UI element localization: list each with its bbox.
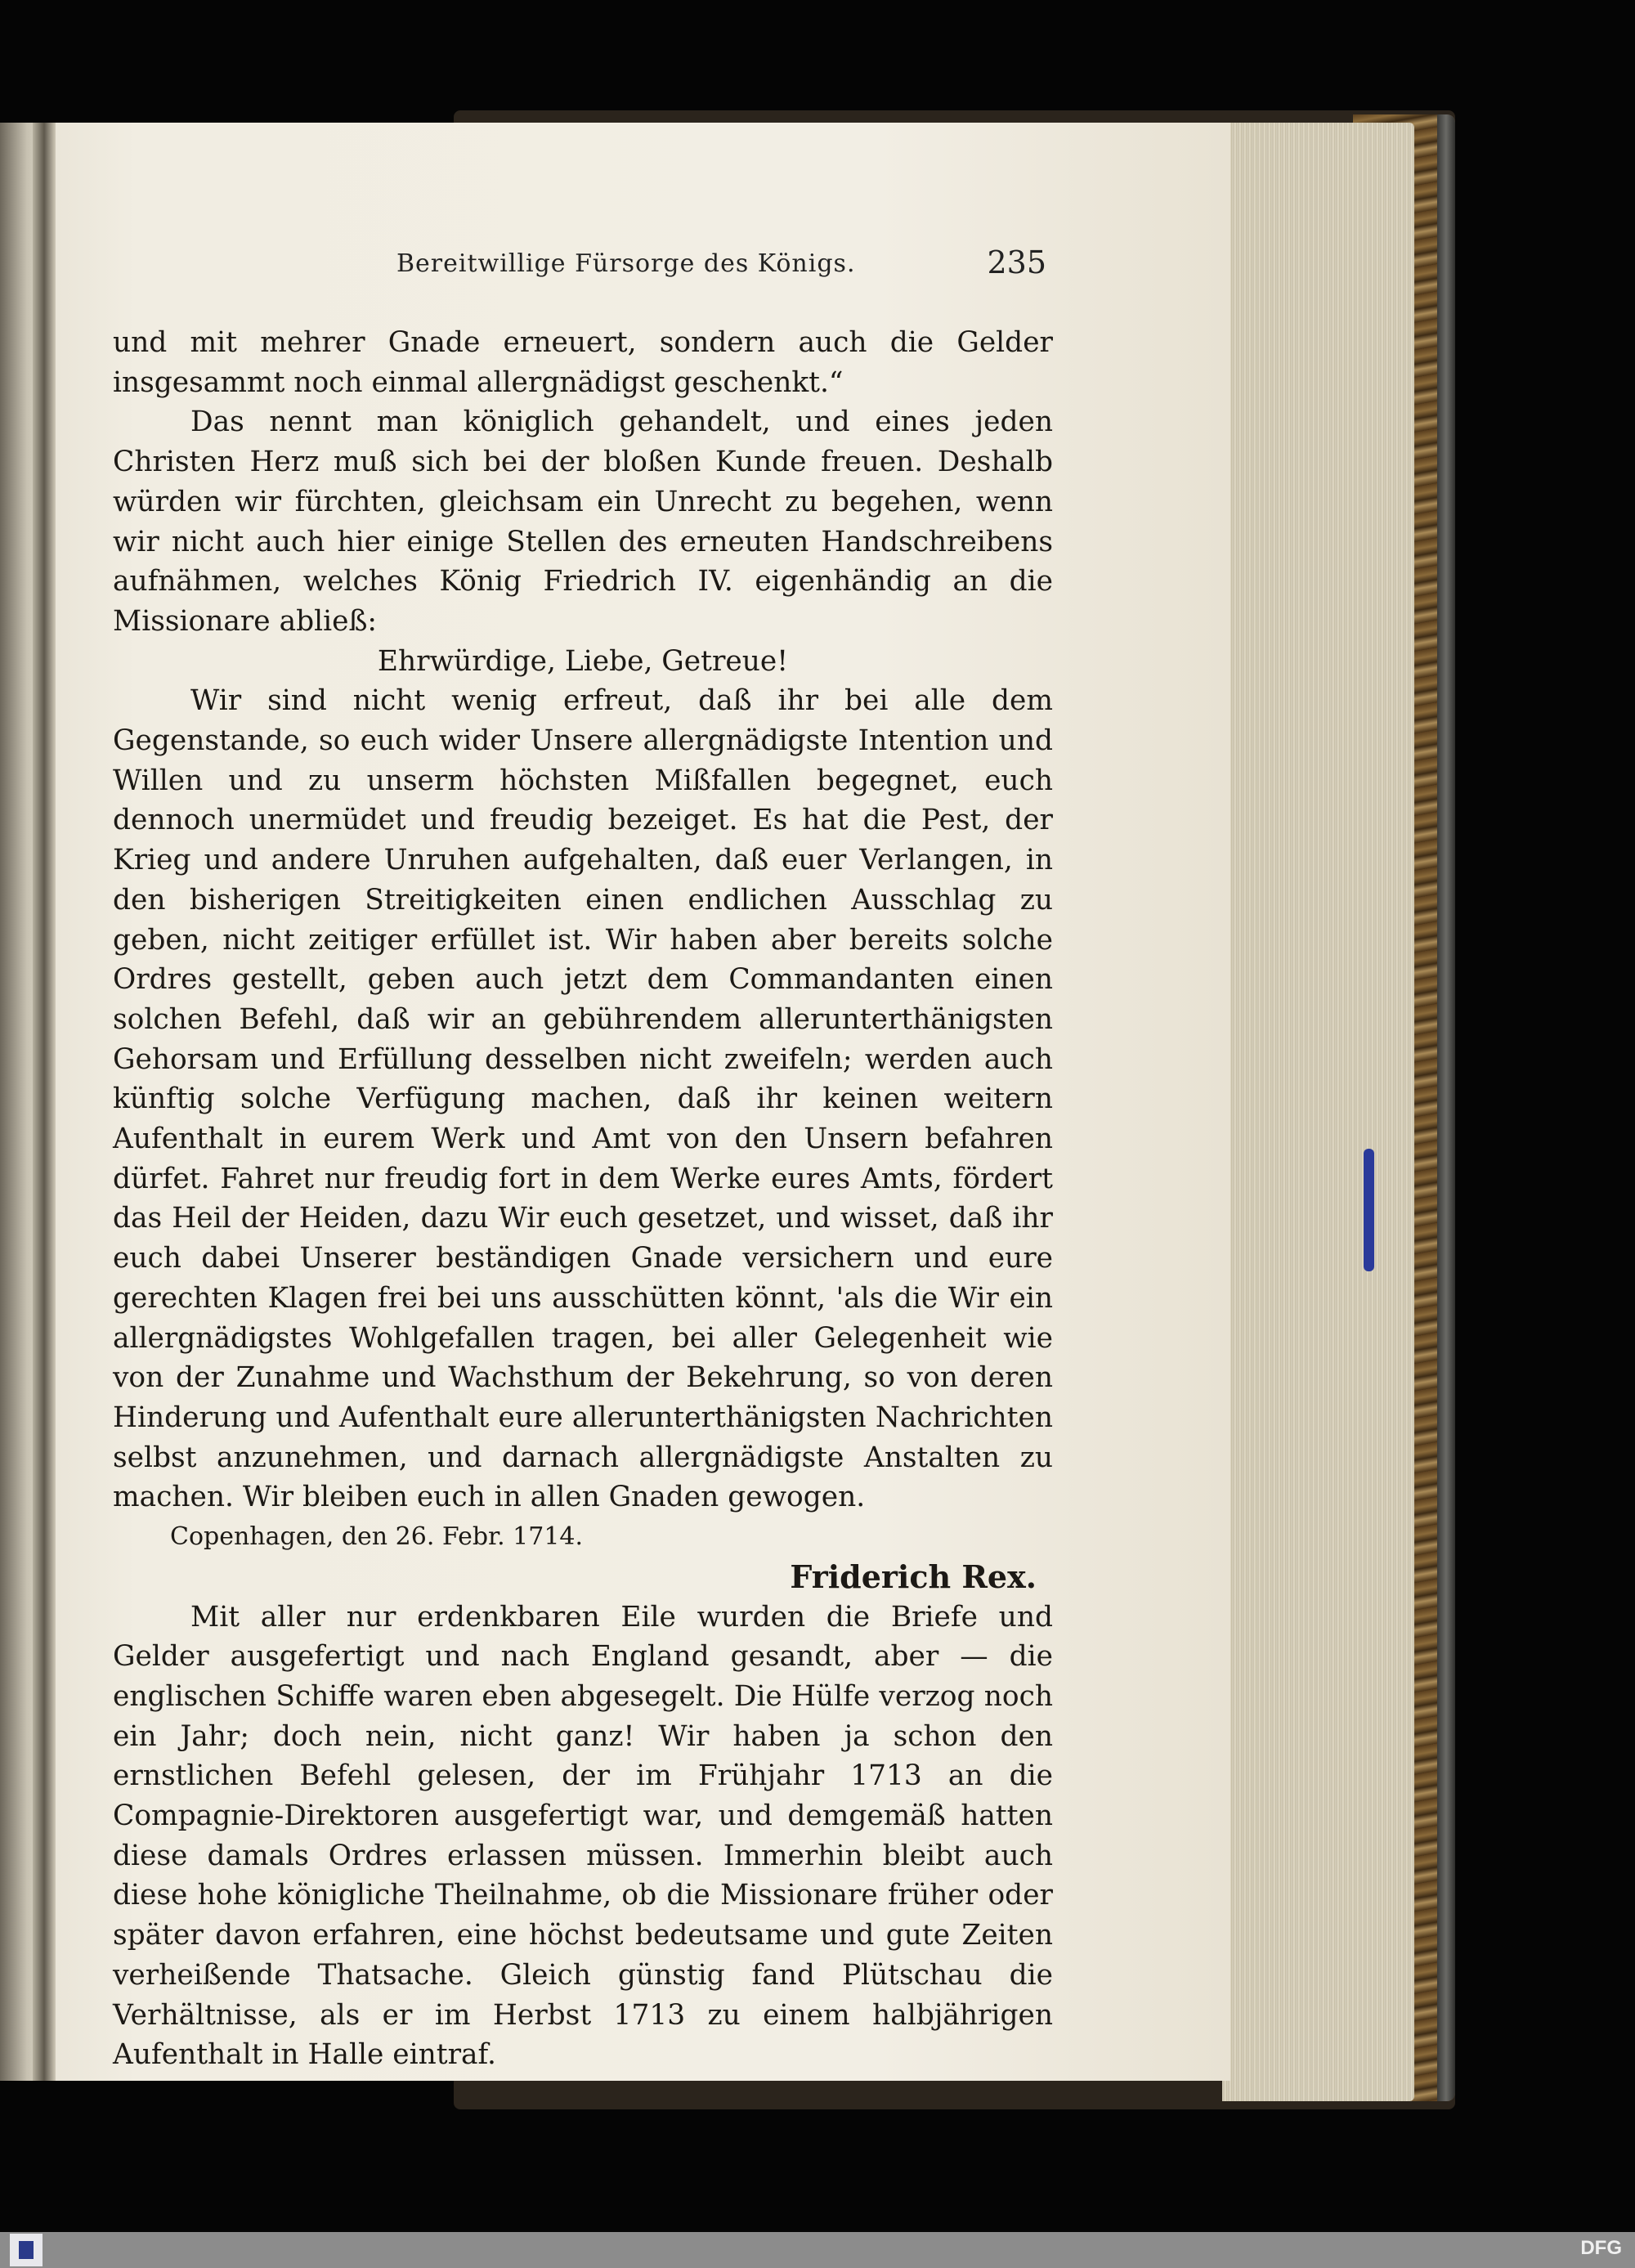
book-spine-edge [1437,114,1455,2101]
page-body [113,323,1053,2075]
ribbon-bookmark [1364,1149,1374,1271]
running-title: Bereitwillige Fürsorge des Königs. [396,249,856,278]
page-gutter [33,123,56,2081]
page-header [327,244,1046,290]
letter-body: Wir sind nicht wenig erfreut, daß ihr bei alle dem Gegenstande, so euch wider Unsere allergnädigste Intention und Willen und zu unserm höchsten Mißfallen begegnet, euch dennoch unermüdet und freudig bezeiget. Es hat die Pest, der Krieg und andere Unruhen aufgehalten, daß euer Verlangen, in den bisherigen Streitigkeiten einen endlichen Ausschlag zu geben, nicht zeitiger erfüllet ist. Wir haben aber bereits solche Ordres gestellt, geben auch jetzt dem Commandanten einen solchen Befehl, daß wir an gebührendem allerunterthänigsten Gehorsam und Erfüllung desselben nicht zweifeln; werden auch künftig solche Verfügung machen, daß ihr keinen weitern Aufenthalt in eurem Werk und Amt von den Unsern befahren dürfet. Fahret nur freudig fort in dem Werke eures Amts, fördert das Heil der Heiden, dazu Wir euch gesetzet, und wisset, daß ihr euch dabei Unserer beständigen Gnade versichern und eure gerechten Klagen frei bei uns ausschütten könnt, 'als die Wir ein allergnädigstes Wohlgefallen tragen, bei aller Gelegenheit wie von der Zunahme und Wachsthum der Bekehrung, so von deren Hinderung und Aufenthalt eure allerunterthänigsten Nachrichten selbst anzunehmen, und darnach allergnädigste Anstalten zu machen. Wir bleiben euch in allen Gnaden gewogen. [113,684,1053,1514]
paragraph: und mit mehrer Gnade erneuert, sondern auch die Gelder insgesammt noch einmal allergnädigst geschenkt.“ [113,326,1053,399]
viewer-footer-bar [0,2232,1635,2268]
library-logo-icon [10,2234,43,2266]
page-number: 235 [987,244,1046,280]
letter-dateline: Copenhagen, den 26. Febr. 1714. [170,1522,584,1552]
dfg-brand-label: DFG [1580,2237,1622,2259]
page-block-edge [1222,123,1414,2101]
letter-signature: Friderich Rex. [790,1558,1037,1595]
paragraph: Mit aller nur erdenkbaren Eile wurden die Briefe und Gelder ausgefertigt und nach England gesandt, aber — die englischen Schiffe waren eben abgesegelt. Die Hülfe verzog noch ein Jahr; doch nein, nicht ganz! Wir haben ja schon den ernstlichen Befehl gelesen, der im Frühjahr 1713 an die Compagnie-Direktoren ausgefertigt war, und demgemäß hatten diese damals Ordres erlassen müssen. Immerhin bleibt auch diese hohe königliche Theilnahme, ob die Missionare früher oder später davon erfahren, eine höchst bedeutsame und gute Zeiten verheißende Thatsache. Gleich günstig fand Plütschau die Verhältnisse, als er im Herbst 1713 zu einem halbjährigen Aufenthalt in Halle eintraf. [113,1600,1053,2072]
paragraph: Das nennt man königlich gehandelt, und eines jeden Christen Herz muß sich bei der bloßen Kunde freuen. Deshalb würden wir fürchten, gleichsam ein Unrecht zu begehen, wenn wir nicht auch hier einige Stellen des erneuten Handschreibens aufnähmen, welches König Friedrich IV. eigenhändig an die Missionare abließ: [113,406,1053,638]
letter-salutation: Ehrwürdige, Liebe, Getreue! [377,644,789,678]
